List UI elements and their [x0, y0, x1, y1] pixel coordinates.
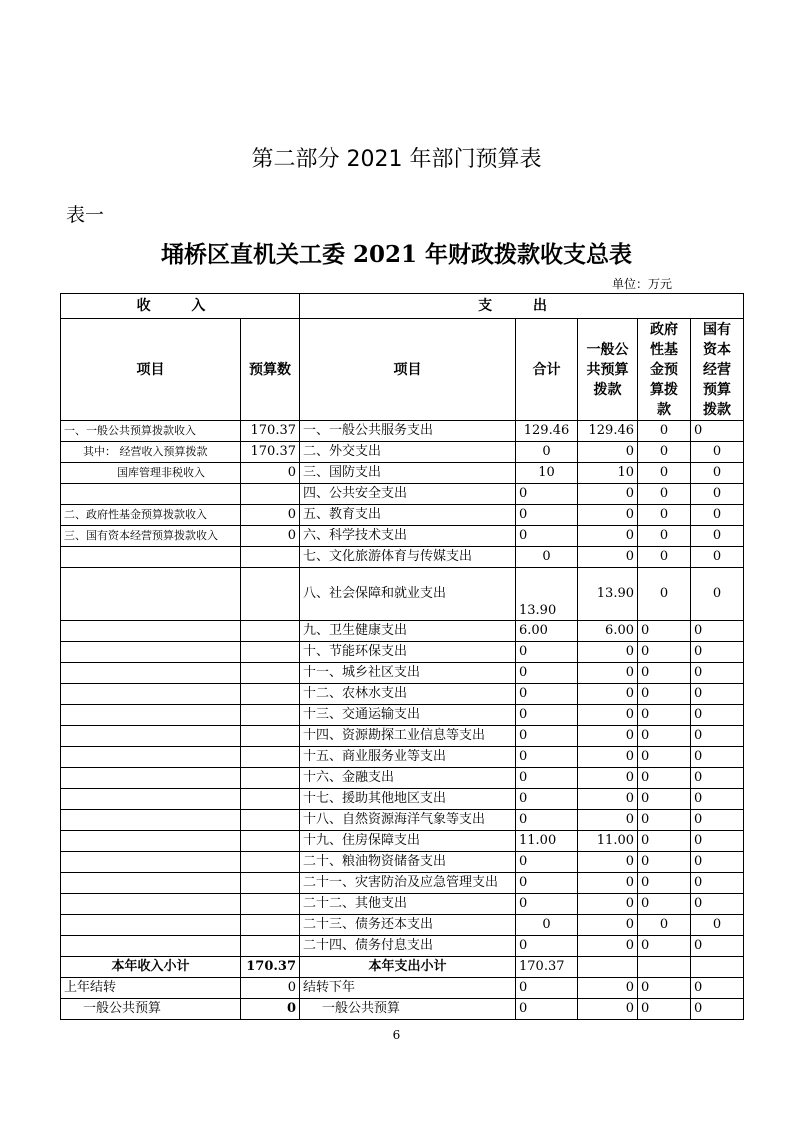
general-budget-value: 6.00	[578, 621, 638, 642]
general-budget-value: 0	[578, 505, 638, 526]
general-budget-value: 0	[578, 642, 638, 663]
table-row	[61, 894, 744, 915]
total-value: 11.00	[516, 831, 578, 852]
income-item	[61, 642, 241, 663]
general-budget-value: 0	[578, 747, 638, 768]
fund-header-line: 款	[657, 401, 671, 418]
general-budget-value	[578, 957, 638, 978]
total-value: 0	[516, 705, 578, 726]
gov-fund-value: 0	[638, 999, 691, 1020]
gov-fund-value: 0	[638, 442, 691, 463]
table-row	[61, 999, 744, 1020]
state-capital-value: 0	[691, 547, 744, 568]
income-item	[61, 894, 241, 915]
income-item	[61, 684, 241, 705]
table-row	[61, 547, 744, 568]
expense-item: 一、一般公共服务支出	[300, 421, 516, 442]
income-item	[61, 547, 241, 568]
total-value: 0	[516, 547, 578, 568]
general-budget-value: 129.46	[578, 421, 638, 442]
income-budget-value	[241, 873, 300, 894]
total-value: 0	[516, 915, 578, 936]
table-body	[61, 421, 744, 1020]
general-header-line: 一般公	[586, 341, 629, 358]
state-capital-value: 0	[691, 999, 744, 1020]
income-item	[61, 915, 241, 936]
general-header-line: 拨款	[593, 381, 622, 398]
state-capital-value: 0	[691, 442, 744, 463]
gov-fund-value: 0	[638, 978, 691, 999]
expense-item: 二、外交支出	[300, 442, 516, 463]
income-item	[61, 747, 241, 768]
table-row	[61, 621, 744, 642]
total-value: 13.90	[516, 568, 578, 621]
expense-item: 一般公共预算	[300, 999, 516, 1020]
state-capital-value: 0	[691, 831, 744, 852]
income-item: 本年收入小计	[61, 957, 241, 978]
table-number: 表一	[66, 204, 105, 226]
total-value: 0	[516, 684, 578, 705]
total-value: 0	[516, 484, 578, 505]
state-capital-value: 0	[691, 663, 744, 684]
state-capital-value: 0	[691, 568, 744, 621]
state-capital-value: 0	[691, 789, 744, 810]
income-budget-value	[241, 684, 300, 705]
general-budget-value: 0	[578, 705, 638, 726]
state-capital-value: 0	[691, 936, 744, 957]
general-budget-value: 13.90	[578, 568, 638, 621]
gov-fund-value: 0	[638, 484, 691, 505]
table-row	[61, 505, 744, 526]
expense-item: 十五、商业服务业等支出	[300, 747, 516, 768]
total-value: 10	[516, 463, 578, 484]
state-capital-value: 0	[691, 978, 744, 999]
state-capital-value: 0	[691, 684, 744, 705]
income-budget-value	[241, 642, 300, 663]
gov-fund-value: 0	[638, 936, 691, 957]
expense-item: 五、教育支出	[300, 505, 516, 526]
general-budget-value: 0	[578, 915, 638, 936]
income-budget-value: 170.37	[241, 442, 300, 463]
state-capital-header	[691, 319, 744, 421]
table-row	[61, 421, 744, 442]
gov-fund-value: 0	[638, 684, 691, 705]
gov-fund-value: 0	[638, 726, 691, 747]
gov-fund-value: 0	[638, 915, 691, 936]
gov-fund-value: 0	[638, 463, 691, 484]
general-budget-value: 0	[578, 768, 638, 789]
table-row	[61, 810, 744, 831]
table-row	[61, 831, 744, 852]
gov-fund-value: 0	[638, 810, 691, 831]
header-row-top	[61, 294, 744, 319]
income-item	[61, 852, 241, 873]
gov-fund-value: 0	[638, 873, 691, 894]
general-budget-value: 0	[578, 852, 638, 873]
income-item	[61, 936, 241, 957]
gov-fund-value: 0	[638, 831, 691, 852]
budget-table	[60, 293, 744, 1020]
total-value: 0	[516, 768, 578, 789]
income-item	[61, 726, 241, 747]
gov-fund-value: 0	[638, 789, 691, 810]
gov-fund-value: 0	[638, 894, 691, 915]
general-budget-value: 0	[578, 873, 638, 894]
gov-fund-value: 0	[638, 747, 691, 768]
capital-header-line: 资本	[703, 341, 732, 358]
gov-fund-value	[638, 957, 691, 978]
table-row	[61, 915, 744, 936]
state-capital-value: 0	[691, 873, 744, 894]
income-budget-value	[241, 768, 300, 789]
income-budget-value	[241, 568, 300, 621]
capital-header-line: 国有	[703, 321, 732, 338]
income-budget-value	[241, 789, 300, 810]
table-row	[61, 642, 744, 663]
table-row	[61, 484, 744, 505]
general-budget-header	[578, 319, 638, 421]
table-row	[61, 726, 744, 747]
income-item: 二、政府性基金预算拨款收入	[61, 505, 241, 526]
fund-header-line: 算拨	[650, 381, 678, 398]
expense-item: 结转下年	[300, 978, 516, 999]
table-row	[61, 568, 744, 621]
expense-item: 十四、资源勘探工业信息等支出	[300, 726, 516, 747]
income-budget-value: 0	[241, 978, 300, 999]
expense-item: 十二、农林水支出	[300, 684, 516, 705]
income-budget-value	[241, 663, 300, 684]
general-budget-value: 0	[578, 442, 638, 463]
gov-fund-value: 0	[638, 642, 691, 663]
state-capital-value: 0	[691, 642, 744, 663]
gov-fund-value: 0	[638, 421, 691, 442]
gov-fund-value: 0	[638, 505, 691, 526]
income-budget-value: 0	[241, 463, 300, 484]
general-budget-value: 0	[578, 894, 638, 915]
income-item: 国库管理非税收入	[61, 463, 241, 484]
income-item: 其中： 经营收入预算拨款	[61, 442, 241, 463]
general-budget-value: 0	[578, 663, 638, 684]
table-row	[61, 442, 744, 463]
gov-fund-value: 0	[638, 768, 691, 789]
general-budget-value: 0	[578, 684, 638, 705]
total-value: 0	[516, 663, 578, 684]
state-capital-value: 0	[691, 526, 744, 547]
general-budget-value: 0	[578, 789, 638, 810]
income-budget-value	[241, 621, 300, 642]
income-budget-value	[241, 726, 300, 747]
total-value: 0	[516, 873, 578, 894]
income-budget-value	[241, 705, 300, 726]
expense-item: 二十四、债务付息支出	[300, 936, 516, 957]
general-budget-value: 0	[578, 999, 638, 1020]
capital-header-line: 预算	[703, 381, 732, 398]
general-budget-value: 0	[578, 810, 638, 831]
total-value: 0	[516, 505, 578, 526]
table-row	[61, 747, 744, 768]
income-item-header: 项目	[61, 319, 241, 421]
total-value: 0	[516, 852, 578, 873]
income-item: 一、一般公共预算拨款收入	[61, 421, 241, 442]
total-value: 0	[516, 526, 578, 547]
general-budget-value: 0	[578, 978, 638, 999]
expense-item: 二十三、债务还本支出	[300, 915, 516, 936]
income-budget-value	[241, 810, 300, 831]
state-capital-value	[691, 957, 744, 978]
fund-header-line: 性基	[650, 341, 678, 358]
income-budget-value: 0	[241, 505, 300, 526]
income-budget-value	[241, 484, 300, 505]
general-budget-value: 0	[578, 484, 638, 505]
income-budget-value: 170.37	[241, 957, 300, 978]
total-value: 0	[516, 726, 578, 747]
table-row	[61, 463, 744, 484]
total-value: 0	[516, 978, 578, 999]
income-item	[61, 621, 241, 642]
income-item	[61, 663, 241, 684]
income-item	[61, 810, 241, 831]
income-budget-value	[241, 852, 300, 873]
table-row	[61, 526, 744, 547]
state-capital-value: 0	[691, 810, 744, 831]
expense-item: 十、节能环保支出	[300, 642, 516, 663]
total-value: 0	[516, 999, 578, 1020]
income-item	[61, 831, 241, 852]
state-capital-value: 0	[691, 705, 744, 726]
state-capital-value: 0	[691, 621, 744, 642]
total-value: 6.00	[516, 621, 578, 642]
expense-item: 二十一、灾害防治及应急管理支出	[300, 873, 516, 894]
expense-item: 二十、粮油物资储备支出	[300, 852, 516, 873]
gov-fund-value: 0	[638, 621, 691, 642]
total-value: 0	[516, 894, 578, 915]
state-capital-value: 0	[691, 463, 744, 484]
state-capital-value: 0	[691, 421, 744, 442]
table-row	[61, 663, 744, 684]
table-row	[61, 978, 744, 999]
table-row	[61, 852, 744, 873]
capital-header-line: 经营	[703, 361, 732, 378]
capital-header-line: 拨款	[703, 401, 732, 418]
expense-header: 支 出	[300, 294, 744, 319]
total-value: 0	[516, 642, 578, 663]
expense-item: 十九、住房保障支出	[300, 831, 516, 852]
total-value: 0	[516, 747, 578, 768]
income-budget-value	[241, 747, 300, 768]
table-row	[61, 705, 744, 726]
income-item	[61, 705, 241, 726]
expense-item: 三、国防支出	[300, 463, 516, 484]
expense-item: 六、科学技术支出	[300, 526, 516, 547]
general-budget-value: 0	[578, 526, 638, 547]
income-header: 收 入	[61, 294, 300, 319]
expense-item: 本年支出小计	[300, 957, 516, 978]
expense-item: 四、公共安全支出	[300, 484, 516, 505]
gov-fund-value: 0	[638, 547, 691, 568]
total-value: 0	[516, 810, 578, 831]
expense-item-header: 项目	[300, 319, 516, 421]
state-capital-value: 0	[691, 505, 744, 526]
total-header: 合计	[516, 319, 578, 421]
total-value: 0	[516, 442, 578, 463]
income-item: 一般公共预算	[61, 999, 241, 1020]
income-item	[61, 484, 241, 505]
gov-fund-header	[638, 319, 691, 421]
general-budget-value: 0	[578, 547, 638, 568]
income-budget-value	[241, 936, 300, 957]
fund-header-line: 政府	[650, 321, 678, 338]
gov-fund-value: 0	[638, 663, 691, 684]
expense-item: 十七、援助其他地区支出	[300, 789, 516, 810]
expense-item: 十八、自然资源海洋气象等支出	[300, 810, 516, 831]
gov-fund-value: 0	[638, 852, 691, 873]
table-row	[61, 768, 744, 789]
gov-fund-value: 0	[638, 526, 691, 547]
document-title: 埇桥区直机关工委 2021 年财政拨款收支总表	[160, 241, 633, 268]
expense-item: 九、卫生健康支出	[300, 621, 516, 642]
income-budget-value: 0	[241, 999, 300, 1020]
unit-label: 单位：万元	[612, 277, 673, 291]
state-capital-value: 0	[691, 747, 744, 768]
state-capital-value: 0	[691, 768, 744, 789]
income-item	[61, 789, 241, 810]
income-budget-value	[241, 547, 300, 568]
table-row	[61, 789, 744, 810]
fund-header-line: 金预	[650, 361, 678, 378]
state-capital-value: 0	[691, 852, 744, 873]
state-capital-value: 0	[691, 726, 744, 747]
gov-fund-value: 0	[638, 705, 691, 726]
income-budget-value	[241, 831, 300, 852]
table-row	[61, 957, 744, 978]
expense-item: 七、文化旅游体育与传媒支出	[300, 547, 516, 568]
income-item	[61, 568, 241, 621]
expense-item: 八、社会保障和就业支出	[300, 568, 516, 621]
income-budget-value	[241, 915, 300, 936]
table-row	[61, 684, 744, 705]
income-budget-value	[241, 894, 300, 915]
total-value: 0	[516, 789, 578, 810]
expense-item: 十三、交通运输支出	[300, 705, 516, 726]
income-item: 三、国有资本经营预算拨款收入	[61, 526, 241, 547]
state-capital-value: 0	[691, 484, 744, 505]
state-capital-value: 0	[691, 915, 744, 936]
general-budget-value: 11.00	[578, 831, 638, 852]
income-item: 上年结转	[61, 978, 241, 999]
gov-fund-value: 0	[638, 568, 691, 621]
expense-item: 十一、城乡社区支出	[300, 663, 516, 684]
state-capital-value: 0	[691, 894, 744, 915]
income-budget-value: 0	[241, 526, 300, 547]
page-number: 6	[392, 1028, 401, 1042]
total-value: 0	[516, 936, 578, 957]
general-budget-value: 0	[578, 936, 638, 957]
total-value: 129.46	[516, 421, 578, 442]
table-row	[61, 873, 744, 894]
income-item	[61, 768, 241, 789]
general-budget-value: 10	[578, 463, 638, 484]
total-value: 170.37	[516, 957, 578, 978]
income-item	[61, 873, 241, 894]
expense-item: 二十二、其他支出	[300, 894, 516, 915]
general-header-line: 共预算	[586, 361, 629, 378]
income-budget-value: 170.37	[241, 421, 300, 442]
general-budget-value: 0	[578, 726, 638, 747]
income-budget-header: 预算数	[241, 319, 300, 421]
expense-item: 十六、金融支出	[300, 768, 516, 789]
part-title: 第二部分 2021 年部门预算表	[251, 147, 542, 172]
table-row	[61, 936, 744, 957]
header-row-columns	[61, 319, 744, 421]
